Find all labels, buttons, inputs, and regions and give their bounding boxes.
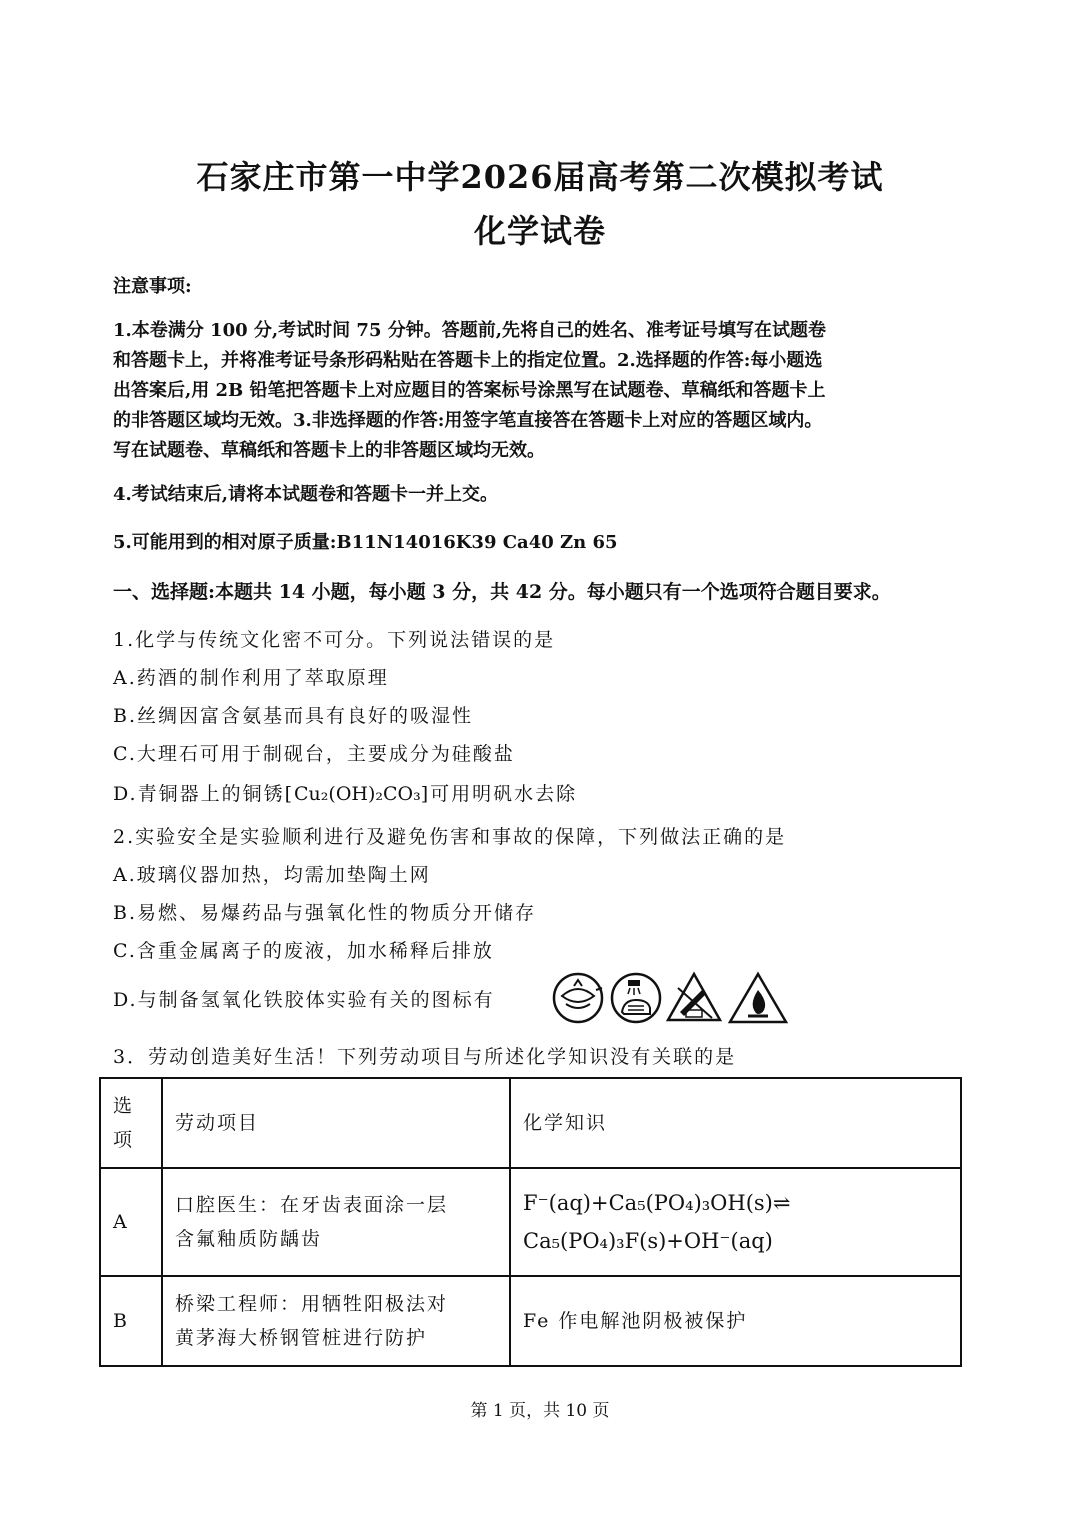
copper-rust-formula: Cu₂(OH)₂CO₃ <box>294 783 421 805</box>
question-2-stem: 2.实验安全是实验顺利进行及避免伤害和事故的保障，下列做法正确的是 <box>113 826 787 848</box>
option-d-suffix: ]可用明矾水去除 <box>420 783 578 805</box>
exam-subtitle: 化学试卷 <box>473 212 606 250</box>
row-option: A <box>100 1168 162 1276</box>
safety-icons <box>552 968 792 1026</box>
sharp-object-icon <box>668 974 720 1020</box>
section-title: 一、选择题:本题共 14 小题，每小题 3 分，共 42 分。每小题只有一个选项符合题目要求。 <box>113 581 891 603</box>
table-row <box>100 1276 961 1366</box>
notes-line: 写在试题卷、草稿纸和答题卡上的非答题区域均无效。 <box>113 440 545 461</box>
row-knowledge <box>510 1168 961 1276</box>
exam-title: 石家庄市第一中学2026届高考第二次模拟考试 <box>196 158 884 196</box>
heating-icon <box>554 974 602 1022</box>
notes-line: 和答题卡上，并将准考证号条形码粘贴在答题卡上的指定位置。2.选择题的作答:每小题选 <box>113 350 823 371</box>
project-line: 桥梁工程师：用牺牲阳极法对 <box>175 1293 449 1315</box>
header-project: 劳动项目 <box>162 1078 510 1168</box>
row-project <box>162 1168 510 1276</box>
question-1-option-c: C.大理石可用于制砚台，主要成分为硅酸盐 <box>113 743 515 765</box>
question-2-option-a: A.玻璃仪器加热，均需加垫陶土网 <box>113 864 431 886</box>
header-option: 选项 <box>100 1078 162 1168</box>
notes-block <box>113 316 953 466</box>
project-line: 黄茅海大桥钢管桩进行防护 <box>175 1327 428 1349</box>
page-footer: 第 1 页，共 10 页 <box>470 1401 610 1421</box>
equation-line: Ca₅(PO₄)₃F(s)+OH⁻(aq) <box>523 1229 773 1253</box>
notes-line: 1.本卷满分 100 分,考试时间 75 分钟。答题前,先将自己的姓名、准考证号填写在试题卷 <box>113 320 827 341</box>
question-3-table <box>99 1077 962 1367</box>
row-project <box>162 1276 510 1366</box>
project-line: 口腔医生：在牙齿表面涂一层 <box>175 1194 449 1216</box>
hand-washing-icon <box>612 974 660 1022</box>
row-option: B <box>100 1276 162 1366</box>
question-1-option-d <box>113 779 577 806</box>
question-1-option-b: B.丝绸因富含氨基而具有良好的吸湿性 <box>113 705 474 727</box>
question-2-option-b: B.易燃、易爆药品与强氧化性的物质分开储存 <box>113 902 537 924</box>
notes-heading: 注意事项: <box>113 276 192 297</box>
header-knowledge: 化学知识 <box>510 1078 961 1168</box>
question-2-option-c: C.含重金属离子的废液，加水稀释后排放 <box>113 940 494 962</box>
row-knowledge: Fe 作电解池阴极被保护 <box>510 1276 961 1366</box>
question-3-stem: 3．劳动创造美好生活！下列劳动项目与所述化学知识没有关联的是 <box>113 1046 737 1068</box>
question-1-option-a: A.药酒的制作利用了萃取原理 <box>113 667 389 689</box>
note-5: 5.可能用到的相对原子质量:B11N14016K39 Ca40 Zn 65 <box>113 532 618 553</box>
equation-line: F⁻(aq)+Ca₅(PO₄)₃OH(s)⇌ <box>523 1191 791 1215</box>
project-line: 含氟釉质防龋齿 <box>175 1228 323 1250</box>
table-header-row <box>100 1078 961 1168</box>
fire-warning-icon <box>730 974 786 1022</box>
note-4: 4.考试结束后,请将本试题卷和答题卡一并上交。 <box>113 484 499 505</box>
question-1-stem: 1.化学与传统文化密不可分。下列说法错误的是 <box>113 629 556 651</box>
question-2-option-d: D.与制备氢氧化铁胶体实验有关的图标有 <box>113 989 495 1011</box>
notes-line: 的非答题区域均无效。3.非选择题的作答:用签字笔直接答在答题卡上对应的答题区域内。 <box>113 410 823 431</box>
notes-line: 出答案后,用 2B 铅笔把答题卡上对应题目的答案标号涂黑写在试题卷、草稿纸和答题卡上 <box>113 380 826 401</box>
table-row <box>100 1168 961 1276</box>
option-d-prefix: D.青铜器上的铜锈[ <box>113 783 295 805</box>
